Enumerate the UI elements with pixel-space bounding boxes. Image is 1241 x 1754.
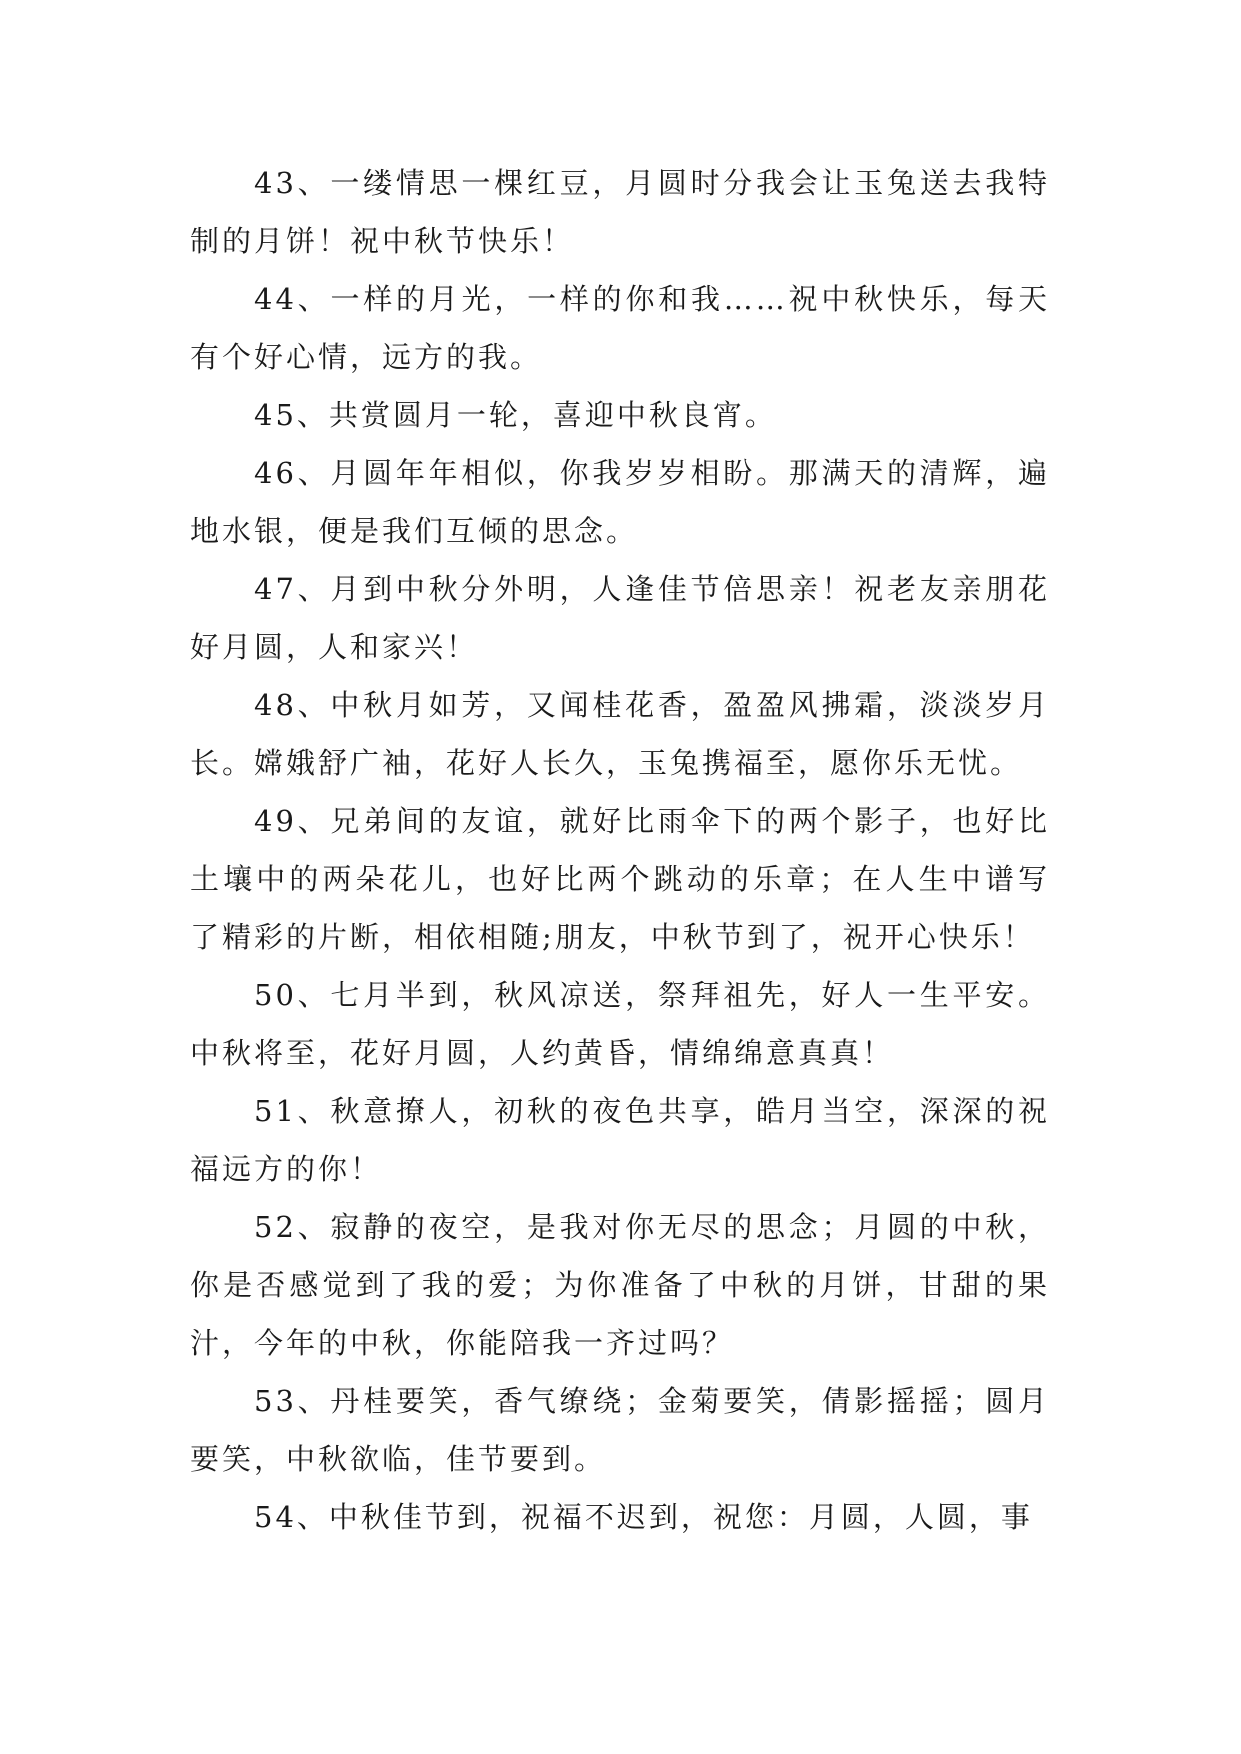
paragraph-43: 43、一缕情思一棵红豆，月圆时分我会让玉兔送去我特制的月饼！祝中秋节快乐！	[190, 166, 1050, 258]
document-body	[190, 154, 1050, 1546]
paragraph-44: 44、一样的月光，一样的你和我……祝中秋快乐，每天有个好心情，远方的我。	[190, 282, 1050, 374]
paragraph-47: 47、月到中秋分外明，人逢佳节倍思亲！祝老友亲朋花好月圆，人和家兴！	[190, 572, 1050, 664]
paragraph-51: 51、秋意撩人，初秋的夜色共享，皓月当空，深深的祝福远方的你！	[190, 1094, 1050, 1186]
paragraph-54: 54、中秋佳节到，祝福不迟到，祝您：月圆，人圆，事	[254, 1500, 1033, 1534]
paragraph-52: 52、寂静的夜空，是我对你无尽的思念；月圆的中秋，你是否感觉到了我的爱；为你准备了中秋的月饼，甘甜的果汁，今年的中秋，你能陪我一齐过吗？	[190, 1210, 1050, 1360]
paragraph-45: 45、共赏圆月一轮，喜迎中秋良宵。	[254, 398, 777, 432]
paragraph-49: 49、兄弟间的友谊，就好比雨伞下的两个影子，也好比土壤中的两朵花儿，也好比两个跳动的乐章；在人生中谱写了精彩的片断，相依相随;朋友，中秋节到了，祝开心快乐！	[190, 804, 1050, 954]
paragraph-48: 48、中秋月如芳，又闻桂花香，盈盈风拂霜，淡淡岁月长。嫦娥舒广袖，花好人长久，玉兔携福至，愿你乐无忧。	[190, 688, 1050, 780]
paragraph-46: 46、月圆年年相似，你我岁岁相盼。那满天的清辉，遍地水银，便是我们互倾的思念。	[190, 456, 1050, 548]
paragraph-50: 50、七月半到，秋风凉送，祭拜祖先，好人一生平安。中秋将至，花好月圆，人约黄昏，情绵绵意真真！	[190, 978, 1050, 1070]
paragraph-53: 53、丹桂要笑，香气缭绕；金菊要笑，倩影摇摇；圆月要笑，中秋欲临，佳节要到。	[190, 1384, 1050, 1476]
